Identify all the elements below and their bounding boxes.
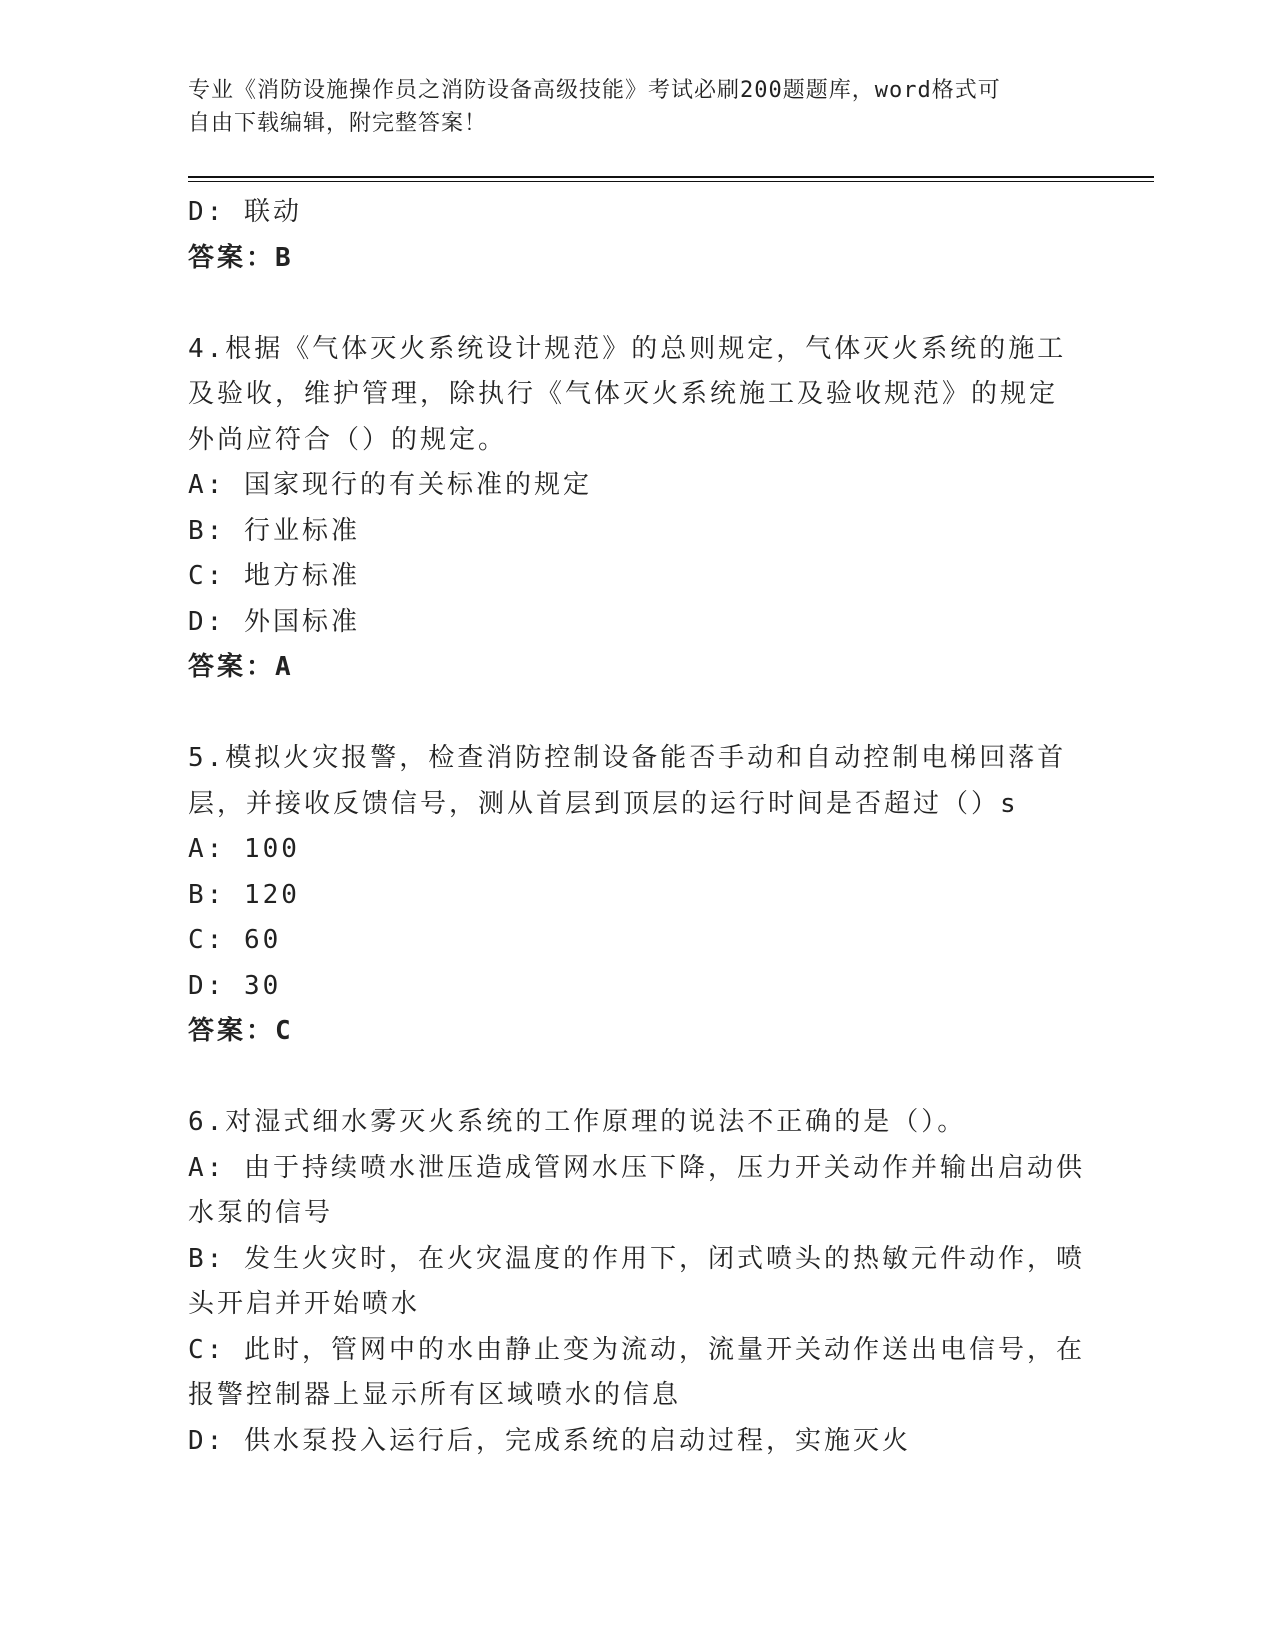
q6-option-c-line-2: 报警控制器上显示所有区域喷水的信息 xyxy=(188,1380,682,1410)
q5-option-a: A: 100 xyxy=(188,834,300,864)
q4-option-b: B: 行业标准 xyxy=(188,515,360,546)
q5-option-d: D: 30 xyxy=(188,970,282,1001)
q6-stem-line-1: 6.对湿式细水雾灭火系统的工作原理的说法不正确的是（）。 xyxy=(188,1107,967,1137)
q5-answer: 答案：C xyxy=(188,1016,294,1046)
q4-answer: 答案：A xyxy=(188,652,294,682)
q6-option-c-line-1: C: 此时，管网中的水由静止变为流动，流量开关动作送出电信号，在 xyxy=(188,1334,1085,1365)
question-4 xyxy=(188,327,1088,691)
document-header xyxy=(188,74,1088,140)
header-line-2: 自由下载编辑，附完整答案！ xyxy=(188,111,488,136)
header-line-1: 专业《消防设施操作员之消防设备高级技能》考试必刷200题题库，word格式可 xyxy=(188,78,1001,103)
q6-option-b-line-2: 头开启并开始喷水 xyxy=(188,1289,421,1319)
q5-option-c: C: 60 xyxy=(188,925,282,955)
q6-option-d: D: 供水泵投入运行后，完成系统的启动过程，实施灭火 xyxy=(188,1425,911,1456)
header-divider-thick xyxy=(188,176,1154,178)
q4-stem-line-2: 及验收，维护管理，除执行《气体灭火系统施工及验收规范》的规定 xyxy=(188,379,1059,409)
document-body xyxy=(188,190,1088,1464)
q4-option-a: A: 国家现行的有关标准的规定 xyxy=(188,470,592,500)
q4-stem-line-1: 4.根据《气体灭火系统设计规范》的总则规定，气体灭火系统的施工 xyxy=(188,333,1067,364)
q6-option-a-line-1: A: 由于持续喷水泄压造成管网水压下降，压力开关动作并输出启动供 xyxy=(188,1152,1085,1183)
spacer xyxy=(188,691,1088,737)
q5-stem-line-1: 5.模拟火灾报警，检查消防控制设备能否手动和自动控制电梯回落首 xyxy=(188,743,1067,773)
question-3-tail xyxy=(188,190,1088,281)
q5-stem-line-2: 层，并接收反馈信号，测从首层到顶层的运行时间是否超过（）s xyxy=(188,788,1019,819)
q4-option-c: C: 地方标准 xyxy=(188,561,360,591)
q3-answer: 答案：B xyxy=(188,242,294,273)
q4-option-d: D: 外国标准 xyxy=(188,606,360,637)
q6-option-b-line-1: B: 发生火灾时，在火灾温度的作用下，闭式喷头的热敏元件动作，喷 xyxy=(188,1243,1085,1274)
q6-option-a-line-2: 水泵的信号 xyxy=(188,1198,334,1228)
question-6 xyxy=(188,1100,1088,1464)
spacer xyxy=(188,281,1088,327)
q3-option-d: D: 联动 xyxy=(188,197,302,227)
spacer xyxy=(188,1055,1088,1101)
question-5 xyxy=(188,736,1088,1055)
q4-stem-line-3: 外尚应符合（）的规定。 xyxy=(188,424,508,455)
header-divider-thin xyxy=(188,181,1154,182)
q5-option-b: B: 120 xyxy=(188,879,300,910)
